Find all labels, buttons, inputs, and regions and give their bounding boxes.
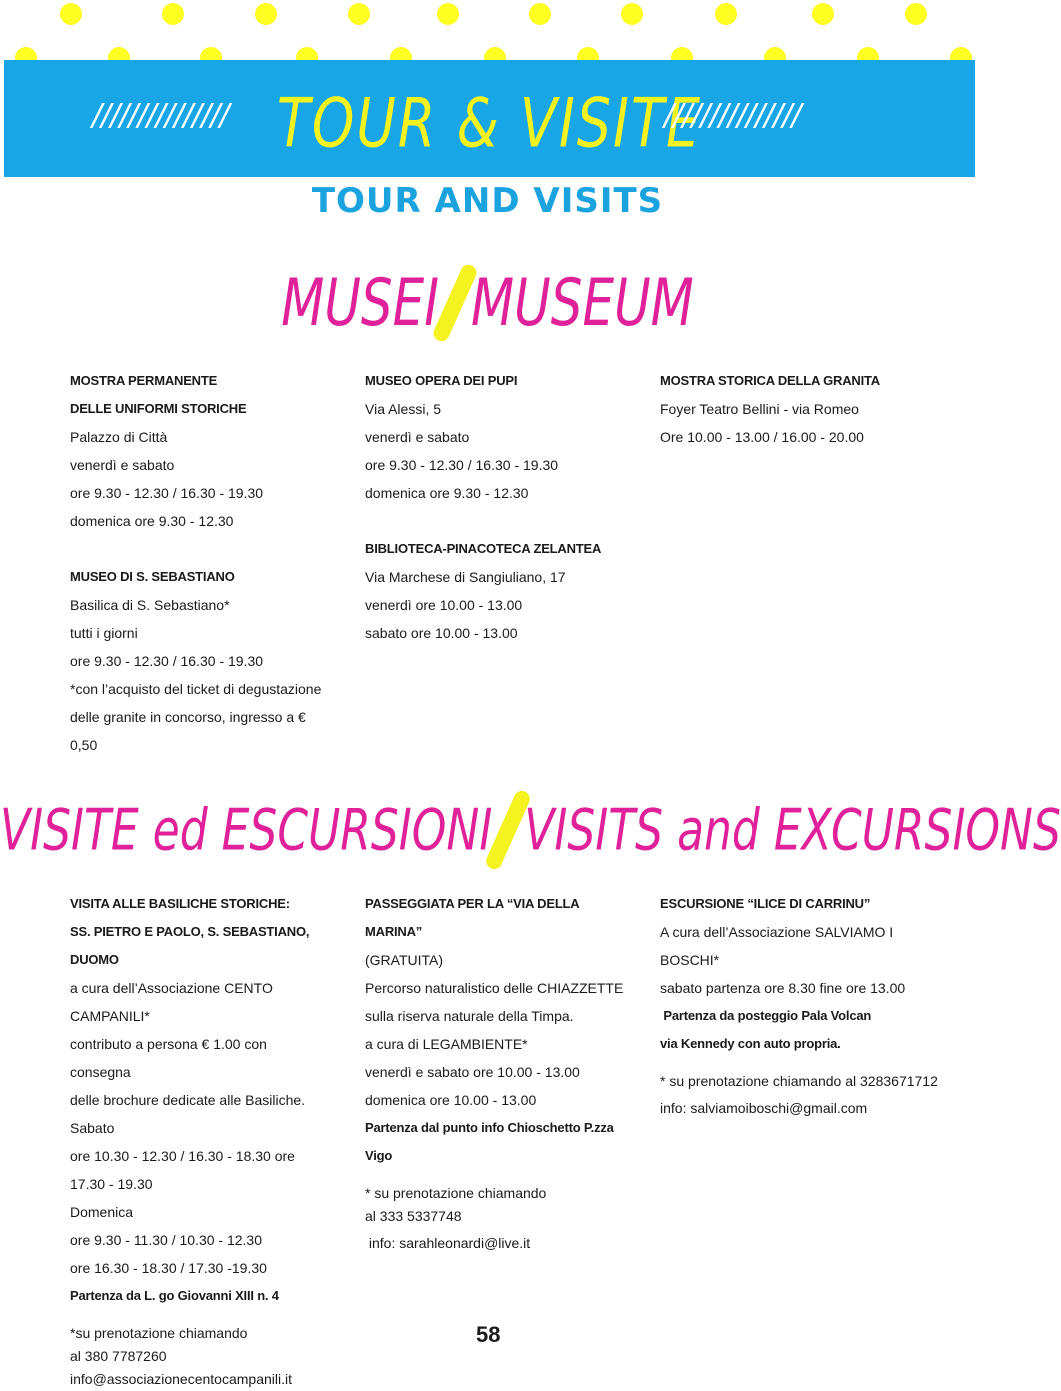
museum-heading-right: MUSEUM [471,265,694,341]
excursion-organizer: a cura dell’Associazione CENTO CAMPANILI* [70,980,273,1024]
excursion-info: sulla riserva naturale della Timpa. [365,1008,574,1024]
museum-heading [0,262,975,344]
excursion-email: info@associazionecentocampanili.it [70,1371,292,1387]
museum-location: Palazzo di Città [70,429,168,445]
excursion-info: Percorso naturalistico delle CHIAZZETTE [365,980,624,996]
museum-column-3 [660,367,940,451]
excursion-departure: via Kennedy con auto propria. [660,1036,841,1051]
museum-location: Via Alessi, 5 [365,401,442,417]
excursion-phone: al 380 7787260 [70,1348,167,1364]
museum-hours: ore 9.30 - 12.30 / 16.30 - 19.30 [365,457,559,473]
museum-hours: Ore 10.00 - 13.00 / 16.00 - 20.00 [660,429,864,445]
excursion-day: Domenica [70,1204,134,1220]
excursion-hours: ore 10.30 - 12.30 / 16.30 - 18.30 ore [70,1148,295,1164]
page-number: 58 [476,1322,501,1347]
excursion-note: * su prenotazione chiamando al 3283671712 [660,1073,938,1089]
museum-column-2 [365,367,625,647]
right-slashes: /////////////// [664,98,801,133]
dot [437,3,459,25]
excursion-title: ESCURSIONE “ILICE DI CARRINU” [660,896,871,911]
excursion-email: info: sarahleonardi@live.it [365,1235,531,1251]
museum-title: BIBLIOTECA-PINACOTECA ZELANTEA [365,541,602,556]
excursion-column-3 [660,890,950,1120]
museum-note: delle granite in concorso, ingresso a € 0,50 [70,709,306,753]
museum-location: Via Marchese di Sangiuliano, 17 [365,569,566,585]
dot [905,3,927,25]
excursion-info: (GRATUITA) [365,952,444,968]
left-slashes: /////////////// [92,98,229,133]
museum-title: MUSEO OPERA DEI PUPI [365,373,518,388]
excursion-hours: ore 16.30 - 18.30 / 17.30 -19.30 [70,1260,267,1276]
excursion-hours: domenica ore 10.00 - 13.00 [365,1092,537,1108]
museum-hours: venerdì ore 10.00 - 13.00 [365,597,523,613]
dot [162,3,184,25]
excursions-heading-right: VISITS and EXCURSIONS [524,796,1061,864]
excursion-column-2 [365,890,635,1255]
excursions-heading-left: VISITE ed ESCURSIONI [0,796,493,864]
museum-title: DELLE UNIFORMI STORICHE [70,401,247,416]
excursion-departure: Partenza da posteggio Pala Volcan [660,1008,872,1023]
museum-title: MOSTRA PERMANENTE [70,373,218,388]
dot [60,3,82,25]
excursion-email: info: salviamoiboschi@gmail.com [660,1100,868,1116]
excursion-departure: Partenza dal punto info Chioschetto P.zza Vigo [365,1120,614,1163]
excursion-phone: al 333 5337748 [365,1208,462,1224]
dot [812,3,834,25]
dot [255,3,277,25]
excursion-note: * su prenotazione chiamando [365,1185,547,1201]
header-band [4,60,975,177]
museum-location: Basilica di S. Sebastiano* [70,597,230,613]
excursion-info: contributo a persona € 1.00 con consegna [70,1036,267,1080]
page-subtitle: TOUR AND VISITS [311,181,664,221]
excursions-heading [0,788,1061,872]
museum-days: venerdì e sabato [365,429,470,445]
excursion-title: PASSEGGIATA PER LA “VIA DELLA MARINA” [365,896,580,939]
excursion-hours: ore 9.30 - 11.30 / 10.30 - 12.30 [70,1232,262,1248]
excursion-hours: 17.30 - 19.30 [70,1176,153,1192]
excursion-hours: sabato partenza ore 8.30 fine ore 13.00 [660,980,906,996]
museum-note: *con l’acquisto del ticket di degustazione [70,681,322,697]
museum-hours: ore 9.30 - 12.30 / 16.30 - 19.30 [70,485,264,501]
museum-column-1 [70,367,330,759]
excursion-note: *su prenotazione chiamando [70,1325,248,1341]
excursion-info: delle brochure dedicate alle Basiliche. [70,1092,306,1108]
dot [715,3,737,25]
dot [529,3,551,25]
page-title: TOUR & VISITE [276,84,703,163]
dot [621,3,643,25]
museum-hours: sabato ore 10.00 - 13.00 [365,625,518,641]
museum-title: MUSEO DI S. SEBASTIANO [70,569,235,584]
museum-hours: ore 9.30 - 12.30 / 16.30 - 19.30 [70,653,264,669]
excursion-title: VISITA ALLE BASILICHE STORICHE: [70,896,290,911]
museum-days: venerdì e sabato [70,457,175,473]
excursion-departure: Partenza da L. go Giovanni XIII n. 4 [70,1288,279,1303]
excursion-hours: venerdì e sabato ore 10.00 - 13.00 [365,1064,580,1080]
excursion-day: Sabato [70,1120,115,1136]
museum-heading-left: MUSEI [281,265,439,341]
excursion-organizer: A cura dell’Associazione SALVIAMO I BOSCHI* [660,924,894,968]
dot [348,3,370,25]
museum-hours: domenica ore 9.30 - 12.30 [70,513,234,529]
excursion-column-1 [70,890,328,1391]
museum-days: tutti i giorni [70,625,138,641]
excursion-organizer: a cura di LEGAMBIENTE* [365,1036,528,1052]
excursion-title: SS. PIETRO E PAOLO, S. SEBASTIANO, DUOMO [70,924,310,967]
museum-hours: domenica ore 9.30 - 12.30 [365,485,529,501]
museum-title: MOSTRA STORICA DELLA GRANITA [660,373,880,388]
museum-location: Foyer Teatro Bellini - via Romeo [660,401,859,417]
